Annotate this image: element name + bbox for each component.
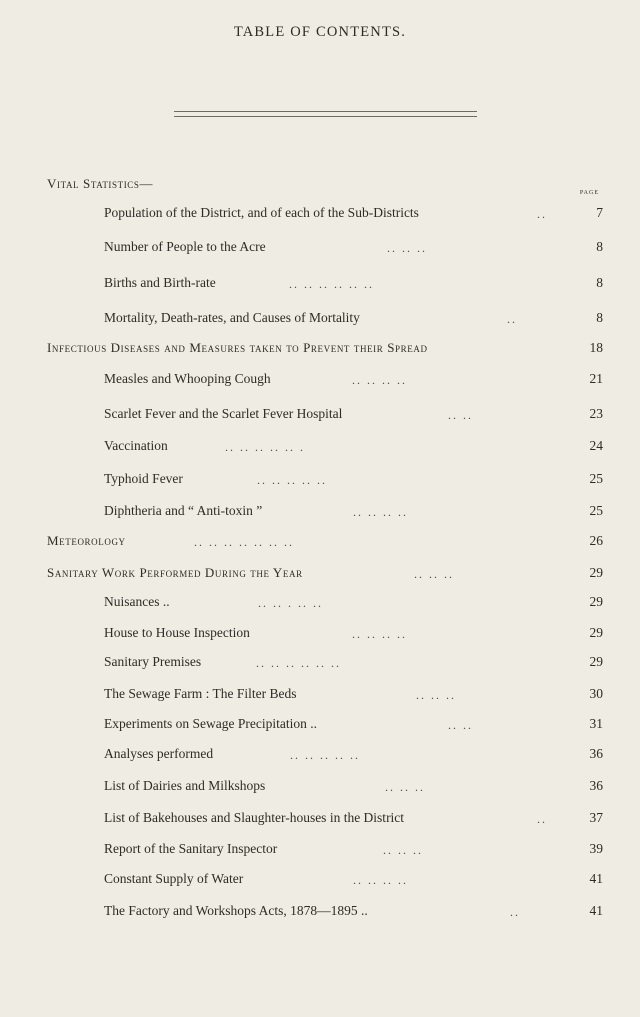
dot-leader: .. .. .. .. .. .. — [256, 656, 341, 670]
toc-entry — [0, 368, 640, 390]
dot-leader: .. — [507, 312, 517, 326]
title-rule-upper — [174, 111, 477, 112]
toc-page-number: 18 — [589, 340, 603, 355]
toc-page-number: 29 — [589, 594, 603, 609]
toc-entry-label: Births and Birth-rate — [104, 275, 216, 290]
toc-page-number: 25 — [589, 503, 603, 518]
toc-entry-label: The Sewage Farm : The Filter Beds — [104, 686, 297, 701]
toc-entry — [0, 838, 640, 860]
toc-page-number: 29 — [589, 625, 603, 640]
dot-leader: .. .. .. .. .. .. — [289, 277, 374, 291]
toc-section-infectious-diseases — [0, 337, 640, 359]
toc-entry-label: Constant Supply of Water — [104, 871, 244, 886]
toc-entry-label: Sanitary Premises — [104, 654, 202, 669]
toc-entry-label: Vital Statistics— — [47, 176, 154, 191]
dot-leader: .. .. .. .. .. .. .. — [194, 535, 294, 549]
toc-entry — [0, 900, 640, 922]
toc-entry-label: Meteorology — [47, 533, 126, 548]
toc-entry-label: Population of the District, and of each of the Sub-Districts — [104, 205, 419, 220]
toc-entry-label: Vaccination — [104, 438, 168, 453]
toc-page-number: 7 — [596, 205, 603, 220]
toc-entry — [0, 713, 640, 735]
toc-entry — [0, 307, 640, 329]
page-column-header: page — [579, 186, 599, 196]
toc-page-number: 8 — [596, 239, 603, 254]
dot-leader: .. — [537, 812, 547, 826]
toc-page-number: 30 — [589, 686, 603, 701]
toc-entry-label: List of Bakehouses and Slaughter-houses in the District — [104, 810, 405, 825]
toc-page-number: 39 — [589, 841, 603, 856]
dot-leader: .. .. .. — [387, 241, 427, 255]
toc-entry-label: Mortality, Death-rates, and Causes of Mortality — [104, 310, 360, 325]
toc-entry — [0, 868, 640, 890]
toc-entry-label: Scarlet Fever and the Scarlet Fever Hospital — [104, 406, 343, 421]
toc-entry-label: Diphtheria and “ Anti-toxin ” — [104, 503, 263, 518]
dot-leader: .. .. — [448, 718, 473, 732]
toc-entry — [0, 775, 640, 797]
dot-leader: .. .. .. .. .. — [290, 748, 360, 762]
toc-entry-label: Typhoid Fever — [104, 471, 183, 486]
dot-leader: .. — [537, 207, 547, 221]
toc-entry-label: Number of People to the Acre — [104, 239, 266, 254]
dot-leader: .. .. .. .. — [353, 873, 408, 887]
toc-entry — [0, 272, 640, 294]
toc-entry — [0, 807, 640, 829]
toc-entry — [0, 468, 640, 490]
toc-entry-label: Experiments on Sewage Precipitation .. — [104, 716, 317, 731]
toc-entry-label: Nuisances .. — [104, 594, 170, 609]
toc-entry — [0, 403, 640, 425]
toc-page-number: 41 — [589, 903, 603, 918]
toc-page-number: 36 — [589, 778, 603, 793]
toc-entry-label: Infectious Diseases and Measures taken to Prevent their Spread — [47, 340, 428, 355]
toc-entry-label: Measles and Whooping Cough — [104, 371, 271, 386]
toc-entry-label: Analyses performed — [104, 746, 214, 761]
toc-entry — [0, 435, 640, 457]
dot-leader: .. .. .. .. .. — [257, 473, 327, 487]
dot-leader: .. .. . .. .. — [258, 596, 323, 610]
toc-entry-label: Report of the Sanitary Inspector — [104, 841, 278, 856]
dot-leader: .. .. .. .. — [353, 505, 408, 519]
toc-entry — [0, 236, 640, 258]
dot-leader: .. .. — [448, 408, 473, 422]
toc-section-sanitary-work — [0, 562, 640, 584]
dot-leader: .. .. .. .. .. . — [225, 440, 305, 454]
toc-page-number: 8 — [596, 275, 603, 290]
toc-page-number: 25 — [589, 471, 603, 486]
toc-entry — [0, 591, 640, 613]
toc-entry — [0, 683, 640, 705]
toc-entry-label: The Factory and Workshops Acts, 1878—1895 .. — [104, 903, 368, 918]
toc-section-meteorology — [0, 530, 640, 552]
dot-leader: .. .. .. — [416, 688, 456, 702]
toc-entry — [0, 743, 640, 765]
dot-leader: .. .. .. — [383, 843, 423, 857]
toc-page-number: 26 — [589, 533, 603, 548]
toc-entry — [0, 622, 640, 644]
title-rule-lower — [174, 116, 477, 117]
dot-leader: .. .. .. .. — [352, 373, 407, 387]
toc-entry — [0, 651, 640, 673]
toc-page-number: 29 — [589, 654, 603, 669]
page-title: TABLE OF CONTENTS. — [233, 24, 407, 40]
toc-entry — [0, 202, 640, 224]
toc-page-number: 41 — [589, 871, 603, 886]
toc-page-number: 23 — [589, 406, 603, 421]
toc-page-number: 29 — [589, 565, 603, 580]
toc-entry-label: House to House Inspection — [104, 625, 250, 640]
toc-entry-label: Sanitary Work Performed During the Year — [47, 565, 303, 580]
toc-page-number: 21 — [589, 371, 603, 386]
dot-leader: .. .. .. — [385, 780, 425, 794]
toc-page-number: 8 — [596, 310, 603, 325]
toc-page-number: 31 — [589, 716, 603, 731]
dot-leader: .. .. .. — [414, 567, 454, 581]
toc-page-number: 36 — [589, 746, 603, 761]
toc-entry-label: List of Dairies and Milkshops — [104, 778, 266, 793]
toc-page-number: 37 — [589, 810, 603, 825]
dot-leader: .. — [510, 905, 520, 919]
toc-page-number: 24 — [589, 438, 603, 453]
toc-entry — [0, 500, 640, 522]
toc-section-vital-statistics — [0, 173, 640, 195]
dot-leader: .. .. .. .. — [352, 627, 407, 641]
